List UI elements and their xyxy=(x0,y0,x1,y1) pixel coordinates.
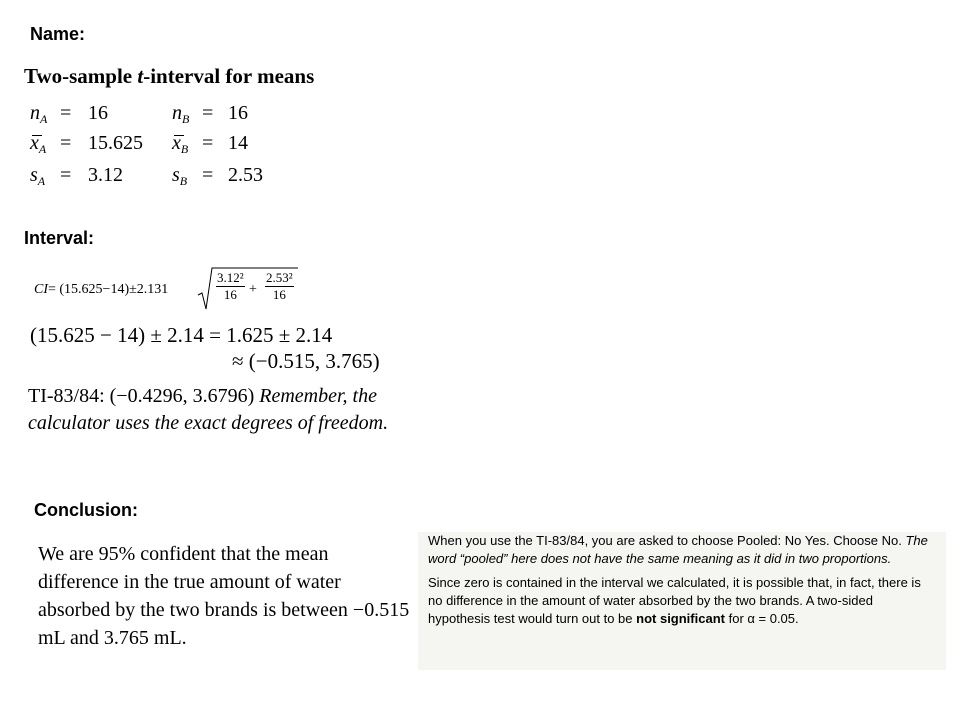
symbol-nB: $n_B$ xyxy=(172,102,190,126)
conclusion-label: Conclusion: xyxy=(34,500,138,520)
fraction-sB xyxy=(265,270,294,303)
sA-value: 3.12 xyxy=(88,164,123,186)
nB-value: 16 xyxy=(228,102,248,124)
symbol-nA: $n_A$ xyxy=(30,102,48,126)
equals-sign: = xyxy=(202,102,214,124)
fraction-denominator: 16 xyxy=(272,287,286,302)
ci-expression: = (15.625−14)±2.131 xyxy=(48,282,169,297)
title-t: t xyxy=(137,64,144,88)
equals-sign: = xyxy=(202,164,214,186)
symbol-sA: $s_A$ xyxy=(30,164,46,188)
equals-sign: = xyxy=(60,102,72,124)
note-p1-italic: The word “pooled” here does not have the same meaning as it did in two proportions. xyxy=(428,533,928,566)
conclusion-text: We are 95% confident that the mean difference in the true amount of water absorbed by the two brands is between −0.515 mL and 3.765 mL. xyxy=(38,543,410,649)
title-prefix: Two-sample xyxy=(24,64,138,88)
ci-lhs: CI xyxy=(34,282,48,297)
title-suffix: -interval for means xyxy=(143,64,315,88)
symbol-xA: $x_A$ xyxy=(30,132,47,156)
nA-value: 16 xyxy=(88,102,108,124)
name-label: Name: xyxy=(30,24,86,44)
fraction-numerator: 3.12² xyxy=(217,270,244,285)
note-p2-text: Since zero is contained in the interval we calculated, it is possible that, in fact, there is no difference in the amount of water absorbed by the two brands. A two-sided hypothesis test would turn out to be xyxy=(428,575,921,626)
note-paragraph-1 xyxy=(418,532,946,568)
fraction-sA xyxy=(216,270,245,303)
fraction-denominator: 16 xyxy=(223,287,237,302)
note-p2-bold: not significant xyxy=(636,611,725,626)
xA-value: 15.625 xyxy=(88,132,143,154)
ti-reminder: Remember, the calculator uses the exact degrees of freedom. xyxy=(28,385,389,434)
calc-line-1: (15.625 − 14) ± 2.14 = 1.625 ± 2.14 xyxy=(30,323,333,347)
equals-sign: = xyxy=(202,132,214,154)
sB-value: 2.53 xyxy=(228,164,263,186)
fraction-numerator: 2.53² xyxy=(266,270,293,285)
interval-label: Interval: xyxy=(24,228,95,248)
note-p1-text: When you use the TI-83/84, you are asked to choose Pooled: No Yes. Choose No. xyxy=(428,533,906,548)
textbook-note-box xyxy=(418,532,946,670)
note-p2-end: for α = 0.05. xyxy=(724,611,799,626)
section-title xyxy=(24,64,314,89)
equals-sign: = xyxy=(60,132,72,154)
equals-sign: = xyxy=(60,164,72,186)
calculator-note xyxy=(28,383,413,437)
xB-value: 14 xyxy=(228,132,248,154)
plus-sign: + xyxy=(249,282,257,297)
ti-result: TI-83/84: (−0.4296, 3.6796) xyxy=(28,385,260,407)
symbol-xB: $x_B$ xyxy=(172,132,189,156)
symbol-sB: $s_B$ xyxy=(172,164,188,188)
note-paragraph-2 xyxy=(418,574,946,628)
calc-line-2: ≈ (−0.515, 3.765) xyxy=(232,349,380,373)
